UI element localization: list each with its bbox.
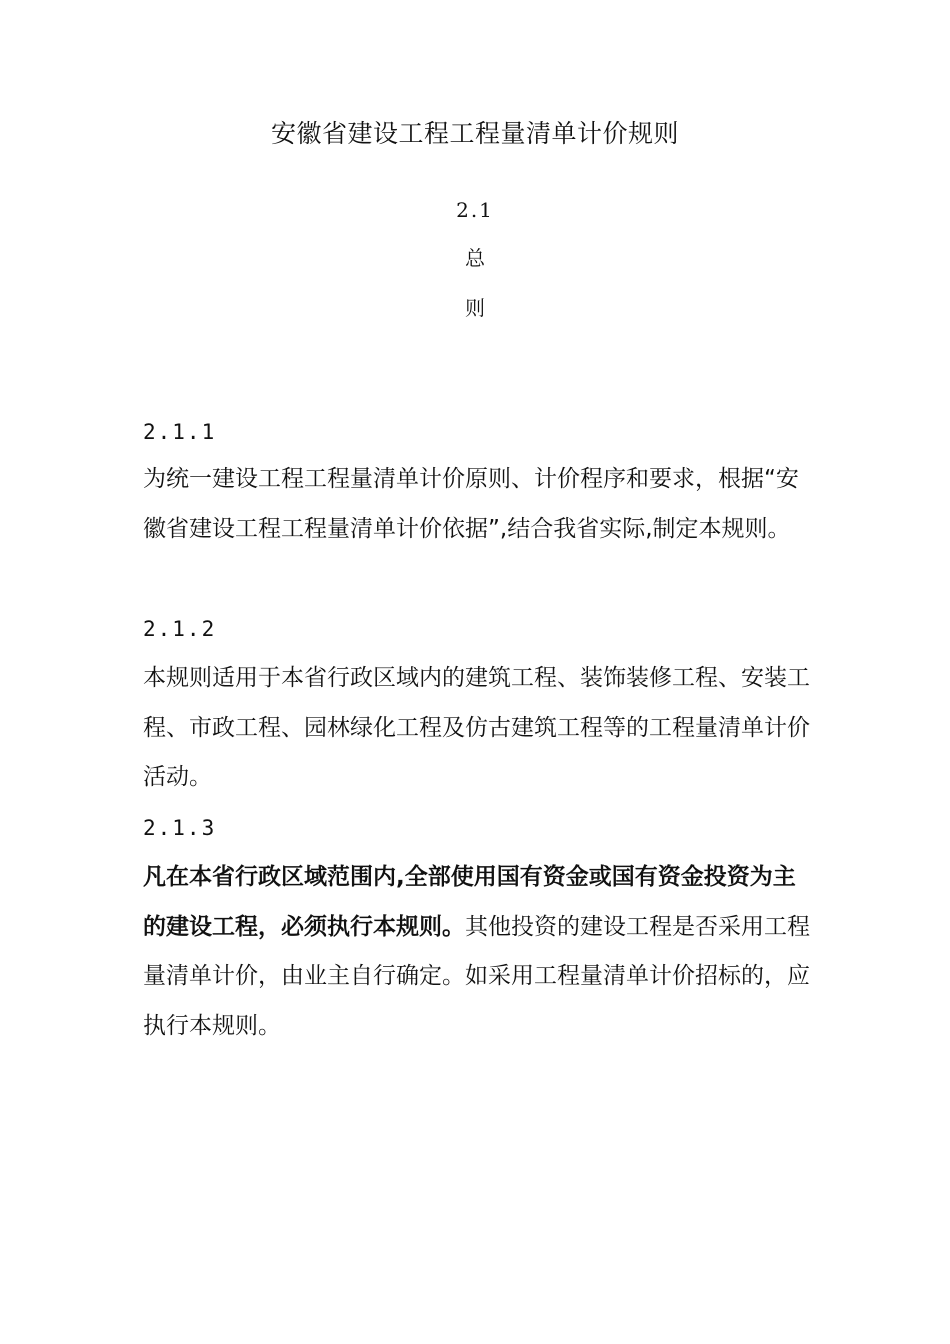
clause-number-2-1-1: 2.1.1 <box>143 420 217 444</box>
clause-text-2-1-1: 为统一建设工程工程量清单计价原则、计价程序和要求，根据“安徽省建设工程工程量清单计价依据”,结合我省实际,制定本规则。 <box>143 466 799 542</box>
clause-text-2-1-3-bold: 凡在本省行政区域范围内,全部使用国有资金或国有资金投资为主的建设工程，必须执行本规则。 <box>143 864 796 940</box>
document-title: 安徽省建设工程工程量清单计价规则 <box>270 119 679 148</box>
clause-text-2-1-3 <box>143 853 813 1051</box>
clause-number-2-1-2: 2.1.2 <box>143 617 217 641</box>
clause-text-2-1-3-regular: 其他投资的建设工程是否采用工程量清单计价，由业主自行确定。如采用工程量清单计价招标的，应执行本规则。 <box>143 913 810 1039</box>
chapter-number: 2.1 <box>456 198 494 222</box>
chapter-title-char-2: 则 <box>465 296 485 320</box>
clause-text-2-1-2: 本规则适用于本省行政区域内的建筑工程、装饰装修工程、安装工程、市政工程、园林绿化工程及仿古建筑工程等的工程量清单计价活动。 <box>143 665 810 790</box>
chapter-title-char-1: 总 <box>465 246 485 270</box>
clause-number-2-1-3: 2.1.3 <box>143 816 217 840</box>
